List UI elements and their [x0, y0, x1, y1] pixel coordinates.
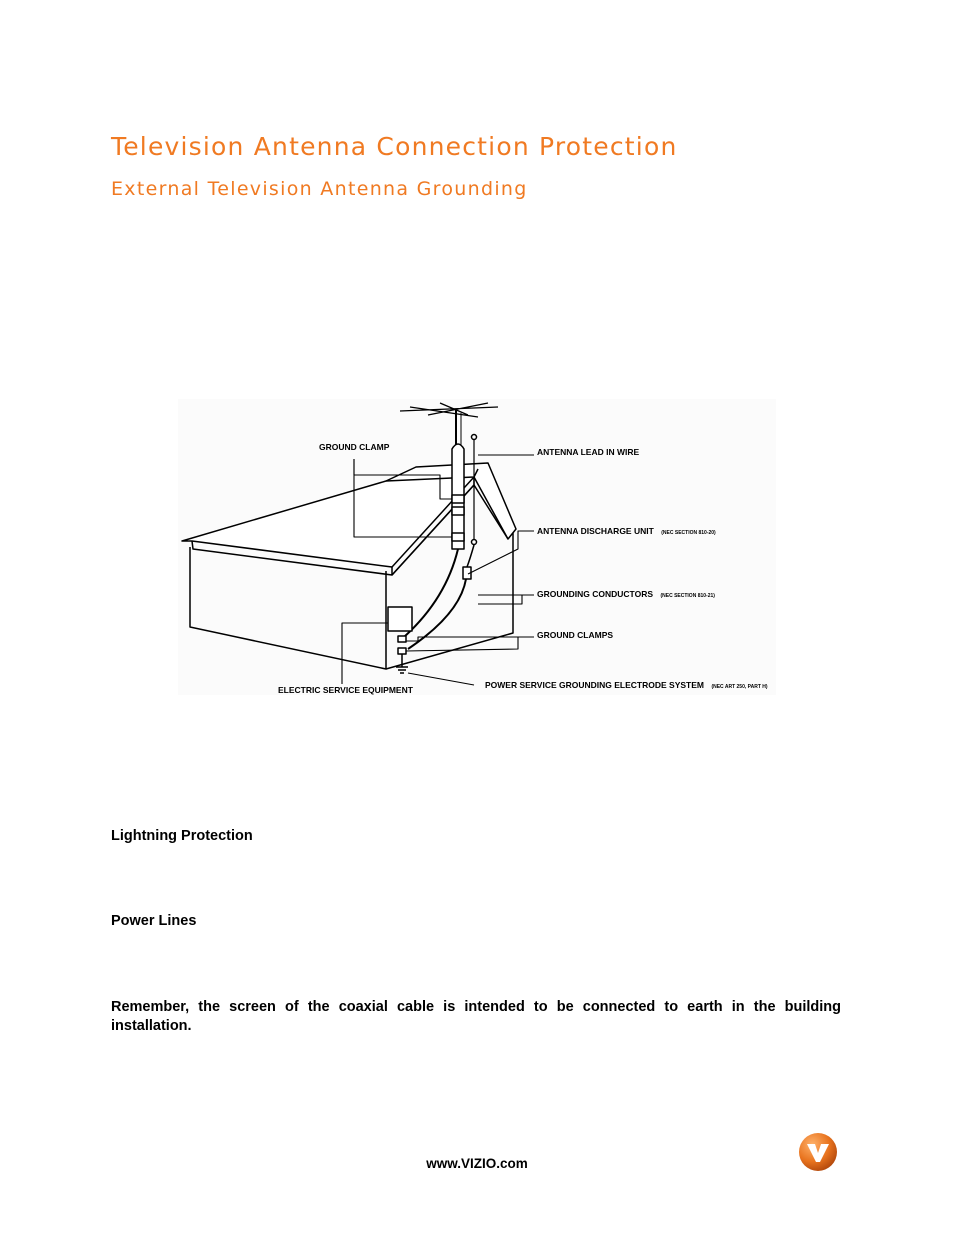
heading-power-lines: Power Lines — [111, 913, 197, 929]
label-discharge-unit: ANTENNA DISCHARGE UNIT (NEC SECTION 810-20) — [537, 526, 716, 536]
section-subtitle: External Television Antenna Grounding — [111, 178, 528, 200]
label-power-service: POWER SERVICE GROUNDING ELECTRODE SYSTEM (NEC ART 250, PART H) — [485, 680, 768, 690]
label-grounding-conductors: GROUNDING CONDUCTORS (NEC SECTION 810-21) — [537, 589, 715, 599]
antenna-grounding-diagram — [178, 399, 776, 695]
vizio-v-logo-icon — [798, 1132, 838, 1172]
label-ground-clamp: GROUND CLAMP — [319, 442, 390, 452]
page-title: Television Antenna Connection Protection — [111, 132, 678, 161]
label-antenna-lead: ANTENNA LEAD IN WIRE — [537, 447, 640, 457]
remember-note: Remember, the screen of the coaxial cable is intended to be connected to earth in the building installation. — [111, 999, 841, 1034]
label-ground-clamps: GROUND CLAMPS — [537, 630, 614, 640]
label-electric-service: ELECTRIC SERVICE EQUIPMENT — [278, 685, 413, 695]
heading-lightning-protection: Lightning Protection — [111, 828, 253, 844]
footer-url[interactable]: www.VIZIO.com — [426, 1156, 528, 1171]
